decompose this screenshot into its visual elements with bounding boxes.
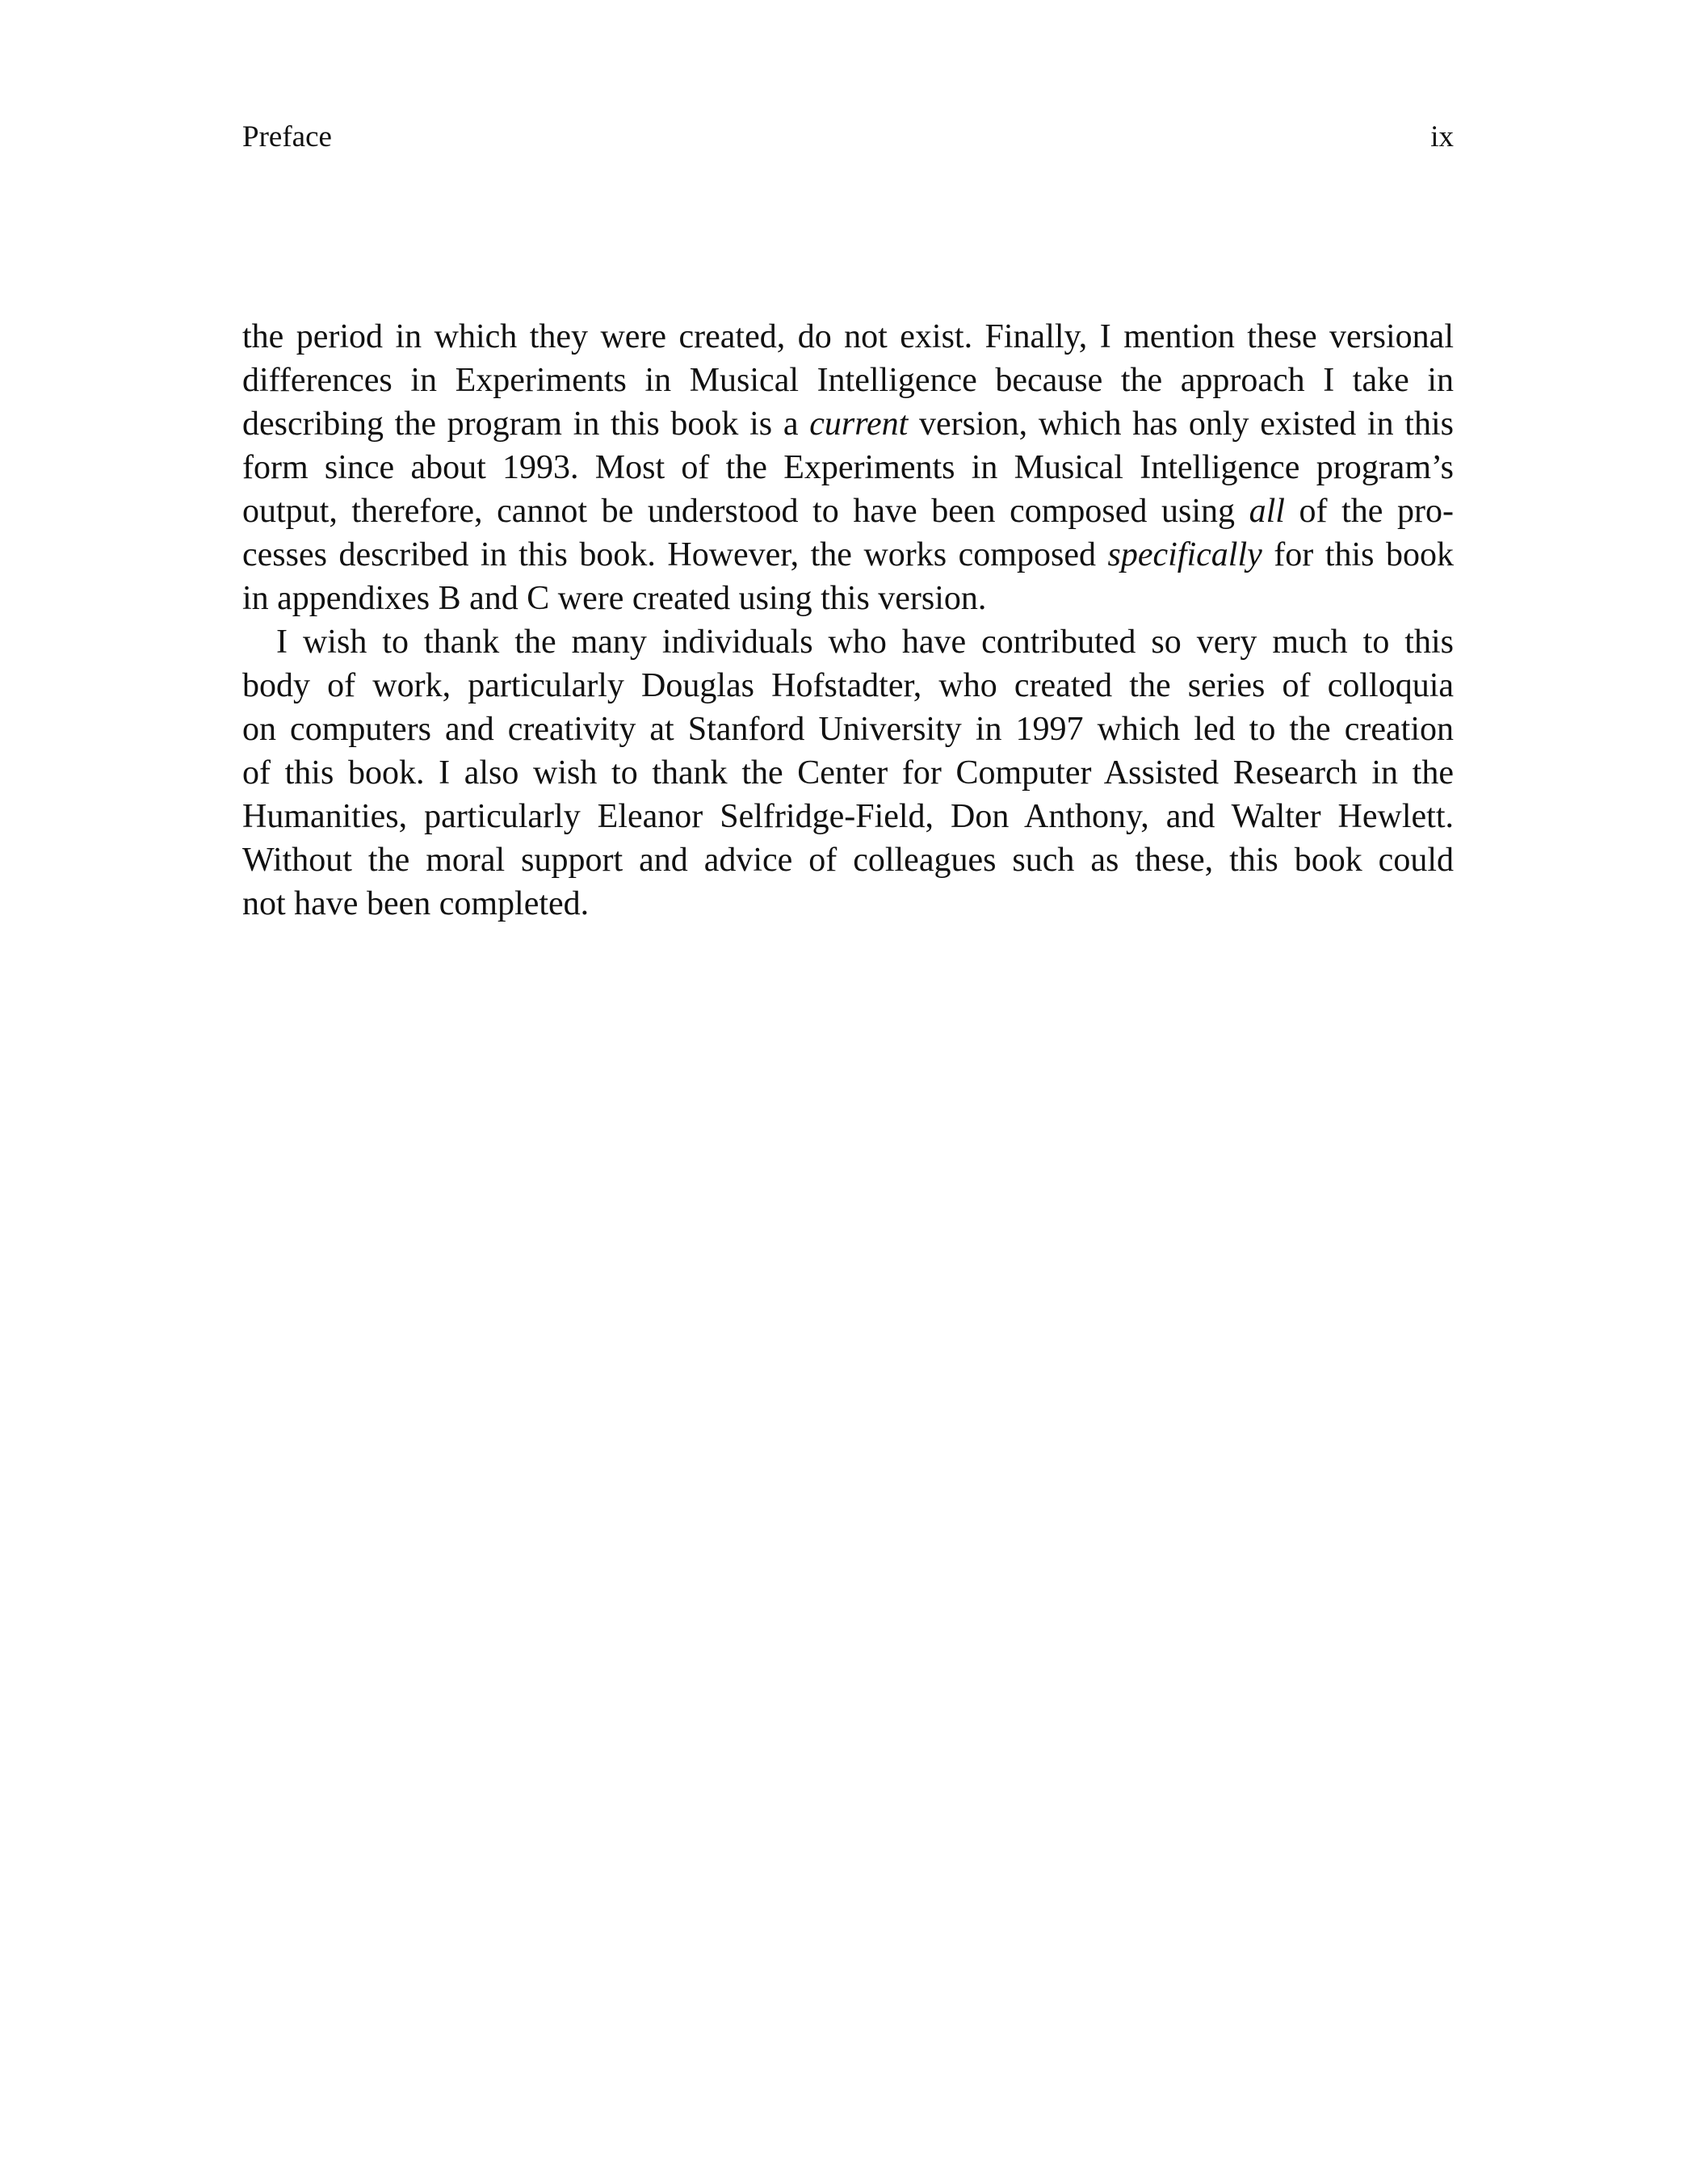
text-line (242, 533, 1454, 577)
text-line (242, 359, 1454, 402)
text-line (242, 620, 1454, 664)
text-run: for this book (1262, 536, 1454, 573)
page-number: ix (1430, 120, 1454, 153)
running-head (242, 113, 1454, 162)
text-run: the period in which they were created, do not exist. Finally, I mention these versional (242, 318, 1454, 355)
text-line (242, 751, 1454, 795)
text-line (242, 838, 1454, 882)
italic-text: all (1249, 493, 1285, 530)
text-run: Humanities, particularly Eleanor Selfridge-Field, Don Anthony, and Walter Hewlett. (242, 798, 1454, 835)
text-run: of the pro- (1284, 493, 1455, 530)
italic-text: specifically (1107, 536, 1262, 573)
text-line (242, 446, 1454, 489)
text-run: not have been completed. (242, 885, 590, 922)
running-head-title: Preface (242, 120, 332, 153)
text-run: body of work, particularly Douglas Hofstadter, who created the series of colloquia (242, 667, 1454, 704)
text-run: form since about 1993. Most of the Experiments in Musical Intelligence program’s (242, 449, 1454, 486)
text-line (242, 577, 1454, 620)
paragraph (242, 620, 1454, 926)
text-line (242, 315, 1454, 359)
text-run: on computers and creativity at Stanford University in 1997 which led to the creation (242, 711, 1454, 748)
text-line (242, 489, 1454, 533)
text-run: I wish to thank the many individuals who have contributed so very much to this (276, 624, 1454, 661)
text-line (242, 402, 1454, 446)
text-run: output, therefore, cannot be understood to have been composed using (242, 493, 1249, 530)
text-line (242, 708, 1454, 751)
text-line (242, 882, 1454, 926)
text-line (242, 795, 1454, 838)
text-line (242, 664, 1454, 708)
text-run: in appendixes B and C were created using this version. (242, 580, 987, 617)
text-run: cesses described in this book. However, the works composed (242, 536, 1108, 573)
italic-text: current (809, 405, 909, 443)
body-text (242, 315, 1454, 926)
paragraph (242, 315, 1454, 620)
text-run: version, which has only existed in this (908, 405, 1454, 443)
text-run: describing the program in this book is a (242, 405, 810, 443)
text-run: of this book. I also wish to thank the Center for Computer Assisted Research in the (242, 754, 1454, 792)
text-run: Without the moral support and advice of colleagues such as these, this book could (242, 842, 1454, 879)
text-run: differences in Experiments in Musical Intelligence because the approach I take in (242, 362, 1454, 399)
